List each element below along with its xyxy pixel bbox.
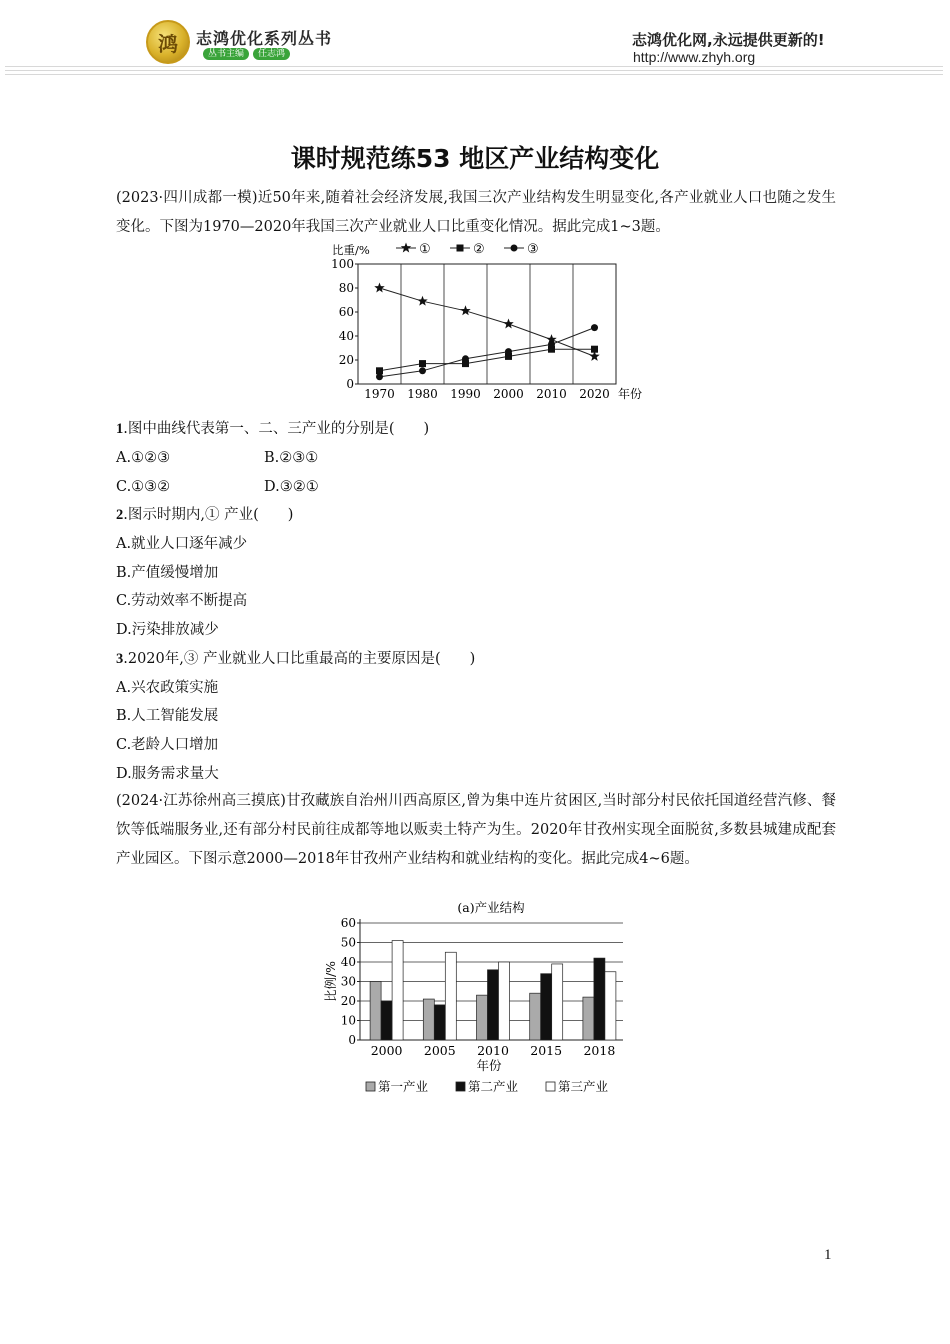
y-tick-label: 60 (340, 916, 356, 930)
q2-option-b[interactable]: B.产值缓慢增加 (116, 565, 219, 581)
data-point (548, 341, 555, 348)
question-number: 3 (116, 651, 124, 667)
x-tick-label: 2020 (579, 387, 610, 401)
legend-label: 第三产业 (558, 1079, 609, 1094)
brand-sub-editor-label: 丛书主编 (203, 48, 249, 60)
data-point (505, 348, 512, 355)
y-tick-label: 60 (338, 305, 354, 319)
chart-title: (a)产业结构 (457, 900, 525, 915)
header-slogan: 志鸿优化网,永远提供更新的! (632, 31, 825, 49)
page-title: 课时规范练53 地区产业结构变化 (290, 144, 660, 173)
legend-swatch (366, 1082, 375, 1091)
x-tick-label: 2000 (493, 387, 524, 401)
y-tick-label: 30 (340, 974, 356, 989)
y-tick-label: 40 (340, 955, 356, 969)
q2-option-a[interactable]: A.就业人口逐年减少 (116, 536, 248, 552)
bar (392, 941, 403, 1040)
q1-option-b[interactable]: B.②③① (264, 450, 319, 466)
x-tick-label: 1970 (364, 387, 395, 401)
x-axis-label: 年份 (476, 1058, 502, 1073)
question-number: 2 (116, 507, 124, 523)
bar (583, 997, 594, 1040)
y-tick-label: 20 (340, 994, 356, 1008)
legend-label: 第二产业 (468, 1079, 519, 1094)
data-point (419, 367, 426, 374)
legend-swatch (456, 1082, 465, 1091)
legend-label: ② (473, 242, 485, 257)
y-tick-label: 50 (340, 935, 356, 950)
x-tick-label: 2015 (530, 1043, 563, 1058)
bar (445, 952, 456, 1040)
legend-swatch (546, 1082, 555, 1091)
legend-marker (457, 245, 464, 252)
employment-line-chart (330, 238, 643, 404)
x-tick-label: 2000 (370, 1043, 403, 1058)
y-axis-label: 比重/% (332, 243, 370, 257)
question-2 (116, 505, 293, 525)
logo-glyph: 鸿 (158, 31, 178, 56)
y-tick-label: 0 (346, 377, 354, 391)
bar (423, 999, 434, 1040)
q2-option-c[interactable]: C.劳动效率不断提高 (116, 593, 248, 609)
y-axis-label: 比例/% (323, 960, 338, 1003)
x-tick-label: 1990 (450, 387, 481, 401)
brand-title: 志鸿优化系列丛书 (196, 29, 333, 48)
header-url[interactable]: http://www.zhyh.org (633, 49, 756, 65)
data-point (591, 324, 598, 331)
y-tick-label: 80 (338, 281, 354, 295)
data-point (460, 305, 470, 315)
x-tick-label: 2010 (536, 387, 567, 401)
x-tick-label: 2005 (423, 1043, 456, 1058)
intro-paragraph-1: (2023·四川成都一模)近50年来,随着社会经济发展,我国三次产业结构发生明显变化,各产业就业人口也随之发生变化。下图为1970—2020年我国三次产业就业人口比重变化情况。据此完成1~3题。 (116, 190, 836, 235)
q1-option-d[interactable]: D.③②① (264, 479, 319, 495)
bar (530, 993, 541, 1040)
q3-option-d[interactable]: D.服务需求量大 (116, 766, 219, 782)
legend-label: 第一产业 (378, 1079, 429, 1094)
q2-option-d[interactable]: D.污染排放减少 (116, 622, 219, 638)
data-point (374, 283, 384, 293)
bar (381, 1001, 392, 1040)
bar (605, 972, 616, 1040)
data-point (417, 296, 427, 306)
brand-sub-editor-name: 任志鸿 (253, 48, 290, 60)
data-point (503, 319, 513, 329)
x-axis-label: 年份 (618, 387, 643, 401)
publisher-logo (146, 20, 190, 64)
bar (594, 958, 605, 1040)
y-tick-label: 40 (338, 329, 354, 343)
page-header (0, 0, 950, 95)
data-point (419, 360, 426, 367)
q3-option-b[interactable]: B.人工智能发展 (116, 708, 219, 724)
question-number: 1 (116, 421, 124, 437)
legend-marker (511, 245, 518, 252)
y-tick-label: 20 (338, 353, 354, 367)
intro-paragraph-2: (2024·江苏徐州高三摸底)甘孜藏族自治州川西高原区,曾为集中连片贫困区,当时部分村民依托国道经营汽修、餐饮等低端服务业,还有部分村民前往成都等地以贩卖土特产为生。2020年甘孜州实现全面脱贫,多数县城建成配套产业园区。下图示意2000—2018年甘孜州产业结构和就业结构的变化。据此完成4~6题。 (116, 793, 836, 867)
q1-option-c[interactable]: C.①③② (116, 479, 171, 495)
legend-label: ① (419, 242, 431, 257)
brand-subtitle (203, 48, 290, 60)
data-point (376, 373, 383, 380)
question-1 (116, 419, 429, 439)
page-number: 1 (824, 1247, 832, 1263)
bar (477, 995, 488, 1040)
bar (434, 1005, 445, 1040)
question-stem: .图中曲线代表第一、二、三产业的分别是( ) (123, 421, 430, 437)
legend-label: ③ (527, 242, 539, 257)
data-point (462, 355, 469, 362)
question-stem: .图示时期内,① 产业( ) (123, 507, 294, 523)
bar (499, 962, 510, 1040)
question-stem: .2020年,③ 产业就业人口比重最高的主要原因是( ) (123, 651, 476, 667)
legend-marker (401, 243, 411, 253)
header-divider (5, 66, 943, 78)
bar (552, 964, 563, 1040)
q3-option-c[interactable]: C.老龄人口增加 (116, 737, 219, 753)
x-tick-label: 2018 (583, 1043, 616, 1058)
industry-structure-bar-chart (320, 896, 630, 1101)
bar (370, 982, 381, 1041)
x-tick-label: 2010 (477, 1043, 509, 1058)
y-tick-label: 0 (348, 1033, 356, 1047)
data-point (376, 367, 383, 374)
x-tick-label: 1980 (407, 387, 438, 401)
q1-option-a[interactable]: A.①②③ (116, 450, 171, 466)
y-tick-label: 100 (331, 257, 354, 271)
question-3 (116, 649, 475, 669)
y-tick-label: 10 (340, 1013, 356, 1028)
q3-option-a[interactable]: A.兴农政策实施 (116, 680, 219, 696)
bar (541, 974, 552, 1040)
data-point (591, 346, 598, 353)
bar (488, 970, 499, 1040)
